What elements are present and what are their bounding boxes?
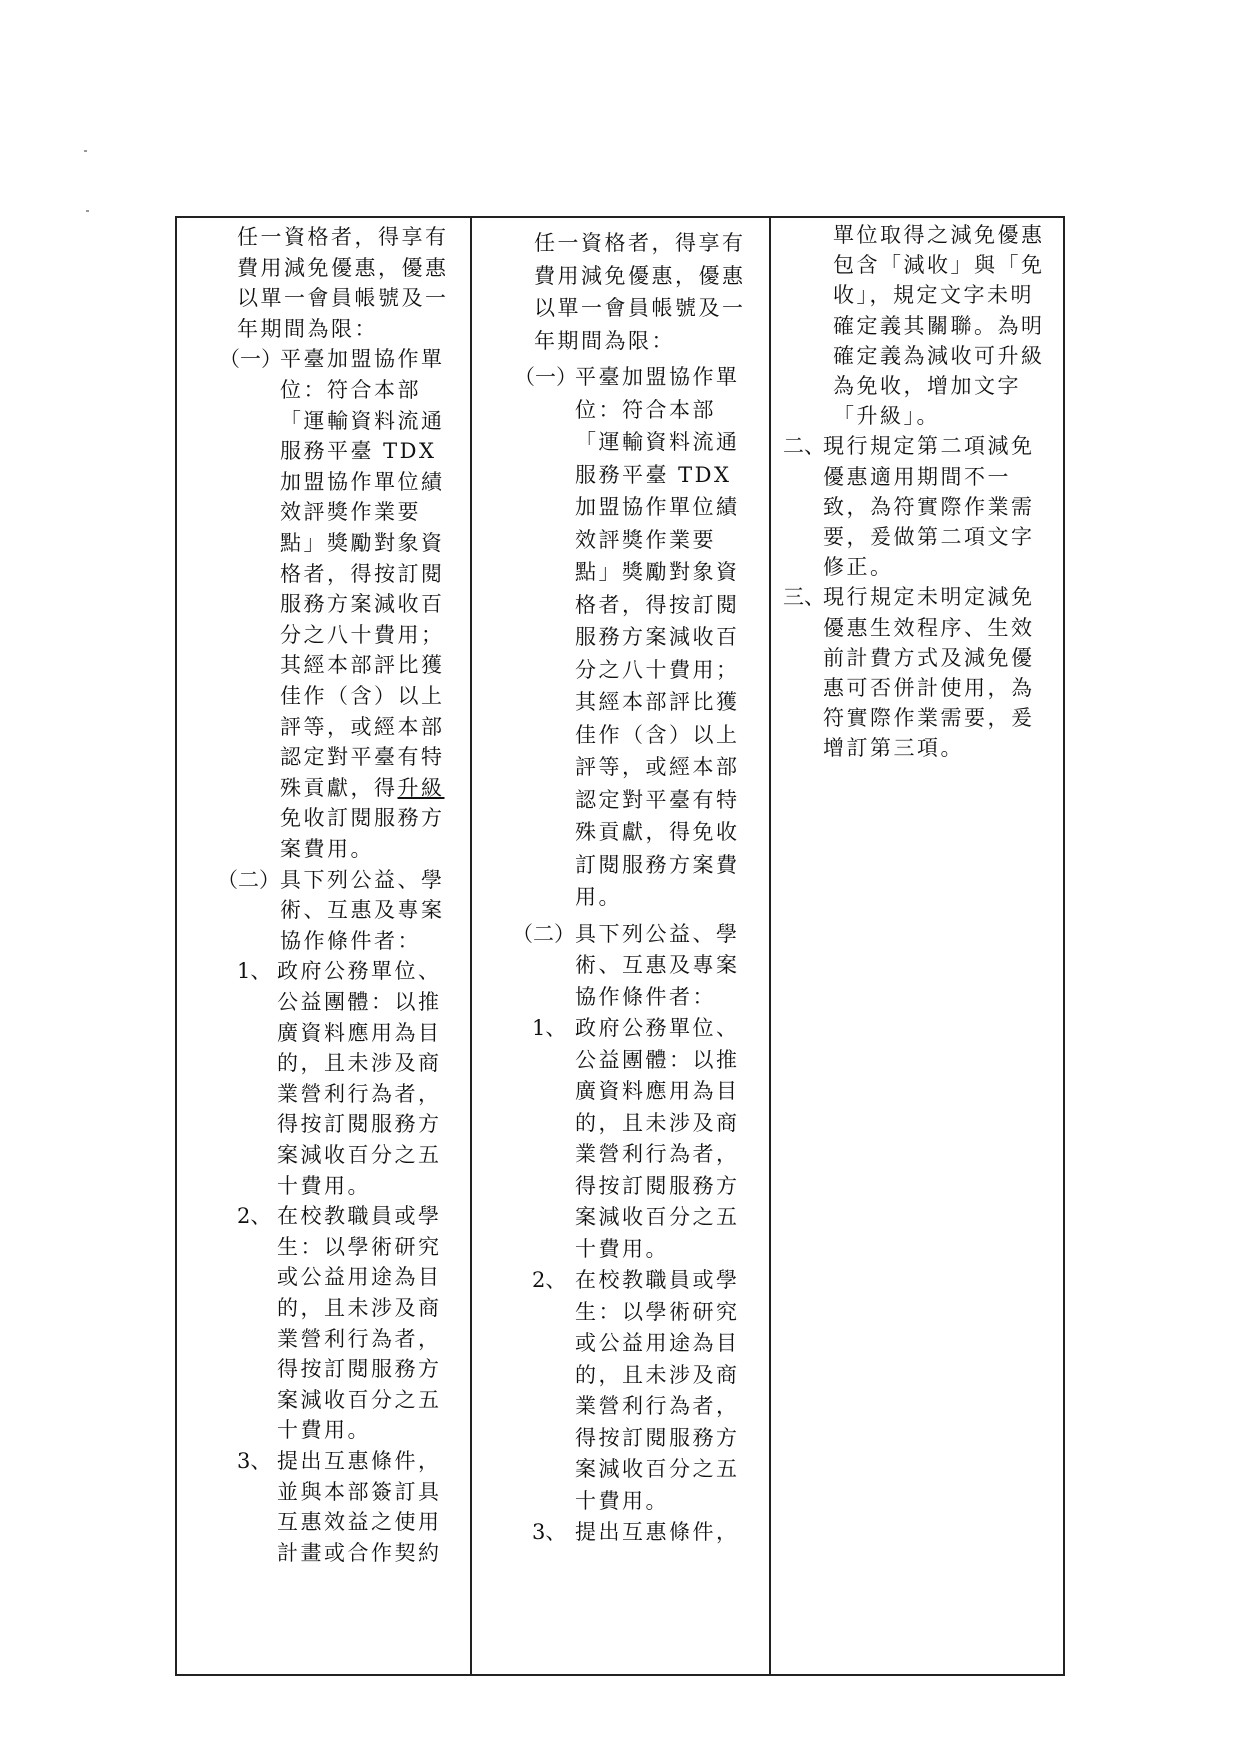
explanation-line: 增訂第三項。 — [823, 736, 964, 761]
item1-line: 平臺加盟協作單 — [280, 347, 445, 372]
subitem2-line: 十費用。 — [575, 1488, 669, 1513]
explanation-line: 致，為符實際作業需 — [823, 494, 1035, 519]
subitem1-line: 案減收百分之五 — [575, 1205, 740, 1229]
subitem-marker: 1、 — [237, 959, 272, 984]
intro-line: 任一資格者，得享有 — [237, 225, 449, 249]
intro-line: 任一資格者，得享有 — [534, 231, 746, 255]
subitem2-line: 得按訂閱服務方 — [575, 1425, 740, 1450]
intro-line: 年期間為限： — [534, 328, 675, 353]
current-provision-column — [472, 218, 769, 1674]
item1-line: 評等，或經本部 — [575, 755, 740, 779]
subitem2-line: 或公益用途為目 — [575, 1331, 740, 1355]
explanation-line: 優惠生效程序、生效 — [823, 615, 1035, 640]
subitem3-line: 互惠效益之使用 — [277, 1510, 442, 1535]
explanation-line: 為免收，增加文字 — [833, 374, 1021, 398]
subitem1-line: 得按訂閱服務方 — [277, 1112, 442, 1137]
subitem-marker: 2、 — [532, 1268, 567, 1292]
item1-line: 效評獎作業要 — [575, 527, 716, 552]
item1-line: 認定對平臺有特 — [280, 745, 445, 770]
explanation-column — [771, 218, 1065, 1674]
item1-line: 佳作（含）以上 — [280, 684, 445, 708]
item1-line: 「運輸資料流通 — [280, 408, 445, 433]
item2-line: 具下列公益、學 — [280, 867, 445, 892]
subitem3-line: 提出互惠條件， — [277, 1449, 442, 1473]
item1-line: 分之八十費用； — [280, 622, 445, 647]
subitem1-line: 廣資料應用為目 — [575, 1079, 740, 1103]
item1-line: 其經本部評比獲 — [280, 653, 445, 678]
subitem-marker: 3、 — [237, 1449, 272, 1473]
subitem2-line: 生：以學術研究 — [575, 1299, 740, 1324]
intro-line: 以單一會員帳號及一 — [534, 296, 746, 320]
explanation-line: 前計費方式及減免優 — [823, 645, 1035, 670]
explanation-line: 「升級」。 — [833, 404, 940, 429]
item1-line: 用。 — [575, 885, 622, 909]
item1-line: 認定對平臺有特 — [575, 787, 740, 812]
explanation-line: 包含「減收」與「免 — [833, 253, 1045, 278]
intro-line: 費用減免優惠，優惠 — [534, 263, 746, 288]
subitem2-line: 案減收百分之五 — [277, 1387, 442, 1412]
item2-line: 協作條件者： — [575, 984, 716, 1009]
explanation-line: 確定義為減收可升級 — [833, 343, 1045, 368]
subitem1-line: 公益團體：以推 — [277, 990, 442, 1014]
explanation-line: 確定義其關聯。為明 — [833, 313, 1045, 338]
item1-line: 其經本部評比獲 — [575, 690, 740, 714]
subitem2-line: 的，且未涉及商 — [277, 1296, 442, 1320]
item1-line: 服務方案減收百 — [575, 625, 740, 649]
intro-line: 以單一會員帳號及一 — [237, 286, 449, 311]
subitem1-line: 廣資料應用為目 — [277, 1020, 442, 1045]
subitem1-line: 政府公務單位、 — [277, 959, 442, 984]
intro-line: 費用減免優惠，優惠 — [237, 255, 449, 280]
item1-line: 免收訂閱服務方 — [280, 806, 445, 831]
item1-line: 平臺加盟協作單 — [575, 365, 740, 389]
item1-line: 加盟協作單位績 — [575, 495, 740, 519]
item1-line: 「運輸資料流通 — [575, 430, 740, 454]
subitem-marker: 2、 — [237, 1204, 272, 1229]
item2-line: 協作條件者： — [280, 928, 421, 953]
subitem-marker: 3、 — [532, 1520, 567, 1544]
subitem2-line: 在校教職員或學 — [575, 1268, 740, 1292]
item-marker: （二） — [512, 921, 575, 946]
subitem1-line: 得按訂閱服務方 — [575, 1173, 740, 1198]
item2-line: 術、互惠及專案 — [280, 898, 445, 923]
amended-provision-column — [177, 218, 470, 1674]
subitem3-line: 並與本部簽訂具 — [277, 1479, 442, 1504]
subitem1-line: 業營利行為者， — [277, 1081, 442, 1106]
subitem2-line: 業營利行為者， — [277, 1326, 442, 1351]
comparison-table — [175, 216, 1065, 1676]
item1-line: 佳作（含）以上 — [575, 722, 740, 747]
underlined-amendment: 升級 — [397, 775, 445, 800]
item1-line: 位：符合本部 — [280, 378, 421, 402]
item1-line: 案費用。 — [280, 837, 374, 861]
item1-line: 效評獎作業要 — [280, 500, 421, 525]
item1-line: 格者，得按訂閱 — [280, 561, 445, 586]
explanation-line: 惠可否併計使用，為 — [823, 676, 1035, 700]
subitem2-line: 案減收百分之五 — [575, 1457, 740, 1481]
item-marker: （一） — [219, 347, 282, 372]
subitem1-line: 案減收百分之五 — [277, 1143, 442, 1167]
item1-line: 分之八十費用； — [575, 657, 740, 682]
explanation-line: 收」，規定文字未明 — [833, 283, 1034, 308]
item1-line: 點」獎勵對象資 — [575, 560, 740, 584]
paragraph-marker: 二、 — [783, 434, 825, 459]
explanation-line: 符實際作業需要，爰 — [823, 706, 1035, 731]
item1-line: 服務平臺 TDX — [280, 439, 437, 464]
subitem2-line: 的，且未涉及商 — [575, 1362, 740, 1387]
item1-line: 殊貢獻，得升級 — [280, 775, 445, 800]
explanation-line: 要，爰做第二項文字 — [823, 525, 1035, 549]
subitem-marker: 1、 — [532, 1016, 567, 1040]
subitem1-line: 的，且未涉及商 — [277, 1051, 442, 1076]
scan-speck — [84, 150, 87, 152]
paragraph-marker: 三、 — [783, 585, 825, 610]
item1-line: 服務平臺 TDX — [575, 462, 732, 487]
subitem1-line: 的，且未涉及商 — [575, 1110, 740, 1135]
item1-line: 位：符合本部 — [575, 397, 716, 422]
item-marker: （二） — [217, 867, 280, 892]
subitem1-line: 業營利行為者， — [575, 1142, 740, 1166]
item2-line: 具下列公益、學 — [575, 921, 740, 946]
item1-line: 評等，或經本部 — [280, 714, 445, 739]
item1-line: 加盟協作單位績 — [280, 469, 445, 494]
subitem1-line: 公益團體：以推 — [575, 1047, 740, 1072]
subitem2-line: 或公益用途為目 — [277, 1265, 442, 1290]
explanation-line: 優惠適用期間不一 — [823, 464, 1011, 489]
subitem3-line: 提出互惠條件， — [575, 1520, 740, 1544]
item1-line: 殊貢獻，得免收 — [575, 820, 740, 844]
explanation-line: 現行規定未明定減免 — [823, 585, 1035, 610]
item1-line: 服務方案減收百 — [280, 592, 445, 617]
explanation-line: 現行規定第二項減免 — [823, 434, 1035, 459]
item-marker: （一） — [514, 365, 577, 389]
item1-line: 點」獎勵對象資 — [280, 531, 445, 555]
explanation-line: 修正。 — [823, 555, 894, 580]
item1-line: 格者，得按訂閱 — [575, 592, 740, 617]
item1-line: 訂閱服務方案費 — [575, 852, 740, 877]
scan-speck — [86, 210, 89, 212]
item2-line: 術、互惠及專案 — [575, 953, 740, 977]
intro-line: 年期間為限： — [237, 316, 378, 341]
subitem1-line: 政府公務單位、 — [575, 1016, 740, 1040]
subitem3-line: 計畫或合作契約 — [277, 1540, 442, 1565]
subitem2-line: 得按訂閱服務方 — [277, 1357, 442, 1382]
subitem1-line: 十費用。 — [277, 1173, 371, 1198]
subitem2-line: 十費用。 — [277, 1418, 371, 1443]
subitem1-line: 十費用。 — [575, 1236, 669, 1261]
subitem2-line: 生：以學術研究 — [277, 1234, 442, 1259]
subitem2-line: 在校教職員或學 — [277, 1204, 442, 1229]
subitem2-line: 業營利行為者， — [575, 1394, 740, 1418]
explanation-line: 單位取得之減免優惠 — [833, 223, 1045, 247]
